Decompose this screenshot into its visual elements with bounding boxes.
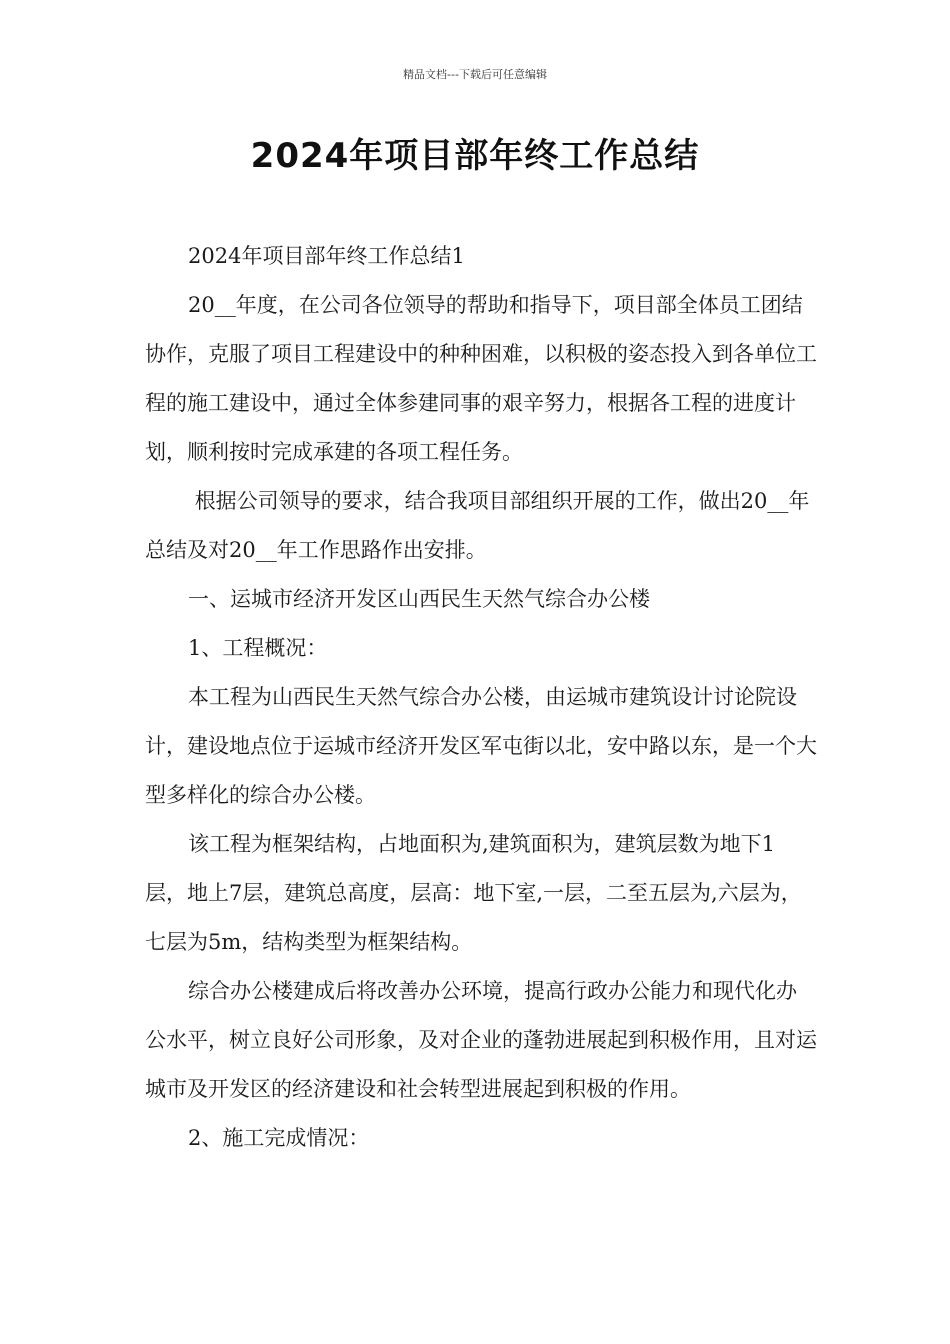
- paragraph-structure: 该工程为框架结构，占地面积为,建筑面积为，建筑层数为地下1层，地上7层，建筑总高度，层高：地下室,一层，二至五层为,六层为，七层为5m，结构类型为框架结构。: [145, 832, 802, 954]
- paragraph-intro: 20__年度，在公司各位领导的帮助和指导下，项目部全体员工团结协作，克服了项目工程建设中的种种困难，以积极的姿态投入到各单位工程的施工建设中，通过全体参建同事的艰辛努力，根据各工程的进度计划，顺利按时完成承建的各项工程任务。: [145, 293, 817, 464]
- section-heading-project: 一、运城市经济开发区山西民生天然气综合办公楼: [188, 587, 650, 611]
- paragraph-overview: 本工程为山西民生天然气综合办公楼，由运城市建筑设计讨论院设计，建设地点位于运城市经济开发区军屯街以北，安中路以东，是一个大型多样化的综合办公楼。: [145, 685, 817, 807]
- page-header-note: 精品文档---下载后可任意编辑: [403, 68, 547, 81]
- paragraph-requirements: 根据公司领导的要求，结合我项目部组织开展的工作，做出20__年总结及对20__年工作思路作出安排。: [145, 489, 810, 562]
- subheading-progress: 2、施工完成情况：: [188, 1126, 370, 1150]
- document-title: 2024年项目部年终工作总结: [250, 136, 700, 176]
- subheading-overview: 1、工程概况：: [188, 636, 328, 660]
- section-subtitle: 2024年项目部年终工作总结1: [188, 244, 465, 268]
- document-body: [145, 232, 817, 1163]
- paragraph-benefits: 综合办公楼建成后将改善办公环境，提高行政办公能力和现代化办公水平，树立良好公司形象，及对企业的蓬勃进展起到积极作用，且对运城市及开发区的经济建设和社会转型进展起到积极的作用。: [145, 979, 817, 1101]
